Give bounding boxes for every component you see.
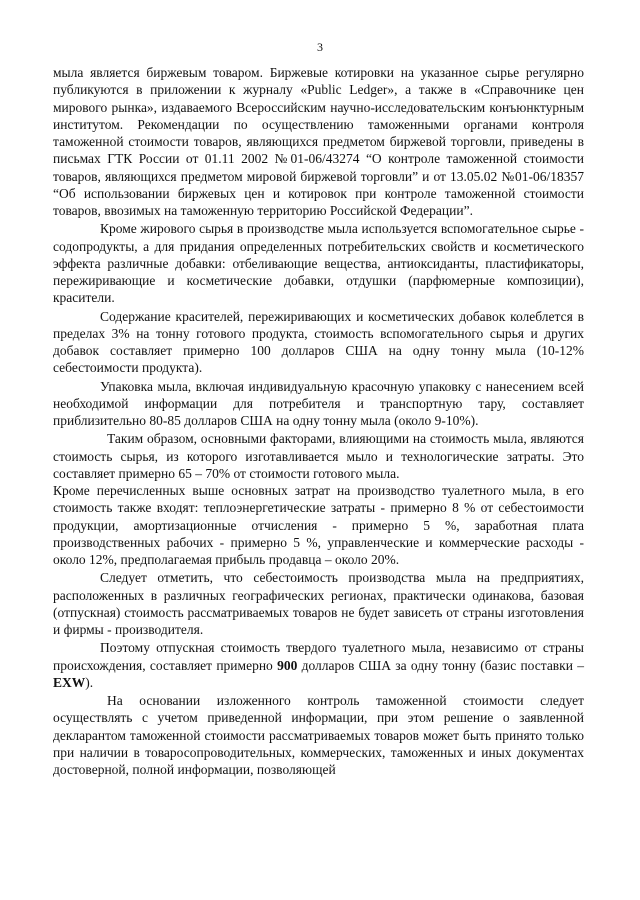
paragraph-exchange-quotes: мыла является биржевым товаром. Биржевые котировки на указанное сырье регулярно публикуются в приложении к журналу «Public Ledger», а также в «Справочнике цен мирового рынка», издаваемого Всероссийским научно-исследовательским конъюнктурным институтом. Рекомендации по осуществлению таможенными органами контроля таможенной стоимости товаров, являющихся предметом биржевой торговли, приведены в письмах ГТК России от 01.11 2002 №01-06/43274 “О контроле таможенной стоимости товаров, являющихся предметом мировой биржевой торговли” и от 13.05.02 №01-06/18357 “Об использовании биржевых цен и котировок при контроле таможенной стоимости товаров, ввозимых на таможенную территорию Российской Федерации”.	[53, 65, 584, 218]
paragraph-auxiliary-raw-materials: Кроме жирового сырья в производстве мыла используется вспомогательное сырье - содопродукты, а для придания определенных потребительских свойств и косметического эффекта различные добавки: отбеливающие вещества, антиоксиданты, пластификаторы, пережиривающие и косметические добавки, отдушки (парфюмерные композиции), красители.	[53, 221, 584, 306]
paragraph-cost-regions: Следует отметить, что себестоимость производства мыла на предприятиях, расположенных в различных географических регионах, практически одинакова, базовая (отпускная) стоимость рассматриваемых товаров не будет зависеть от страны изготовления и фирмы - производителя.	[53, 570, 584, 637]
release-price-text-end: ).	[85, 674, 94, 690]
paragraph-customs-control: На основании изложенного контроль таможенной стоимости следует осуществлять с учетом приведенной информации, при этом решение о заявленной декларантом таможенной стоимости рассматриваемых товаров может быть принято только при наличии в товаросопроводительных, коммерческих, таможенных и иных документах достоверной, полной информации, позволяющей	[53, 693, 584, 777]
release-price-text-start: Поэтому отпускная стоимость твердого туалетного мыла, независимо от страны происхождения, составляет примерно	[53, 640, 584, 673]
paragraph-dyes-additives: Содержание красителей, пережиривающих и косметических добавок колеблется в пределах 3% на тонну готового продукта, стоимость вспомогательного сырья и других добавок составляет примерно 100 долларов США на одну тонну мыла (10-12% себестоимости продукта).	[53, 308, 584, 376]
paragraph-packaging: Упаковка мыла, включая индивидуальную красочную упаковку с нанесением всей необходимой информации для потребителя и транспортную тару, составляет приблизительно 80-85 долларов США на одну тонну мыла (около 9-10%).	[53, 378, 584, 428]
page-number: 3	[317, 40, 323, 54]
paragraph-release-price	[53, 639, 584, 691]
paragraph-main-factors: Таким образом, основными факторами, влияющими на стоимость мыла, являются стоимость сырья, из которого изготавливается мыло и технологические затраты. Это составляет примерно 65 – 70% от стоимости готового мыла.	[53, 431, 584, 481]
delivery-basis: EXW	[53, 674, 86, 690]
document-body	[53, 64, 584, 778]
paragraph-additional-costs: Кроме перечисленных выше основных затрат на производство туалетного мыла, в его стоимость также входят: теплоэнергетические затраты - примерно 8 % от себестоимости продукции, амортизационные отчисления - примерно 5 %, заработная плата производственных рабочих - примерно 5 %, управленческие и коммерческие расходы - около 12%, предполагаемая прибыль продавца – около 20%.	[53, 483, 584, 567]
release-price-value: 900	[277, 657, 298, 673]
release-price-text-middle: долларов США за одну тонну (базис поставки –	[297, 657, 584, 673]
